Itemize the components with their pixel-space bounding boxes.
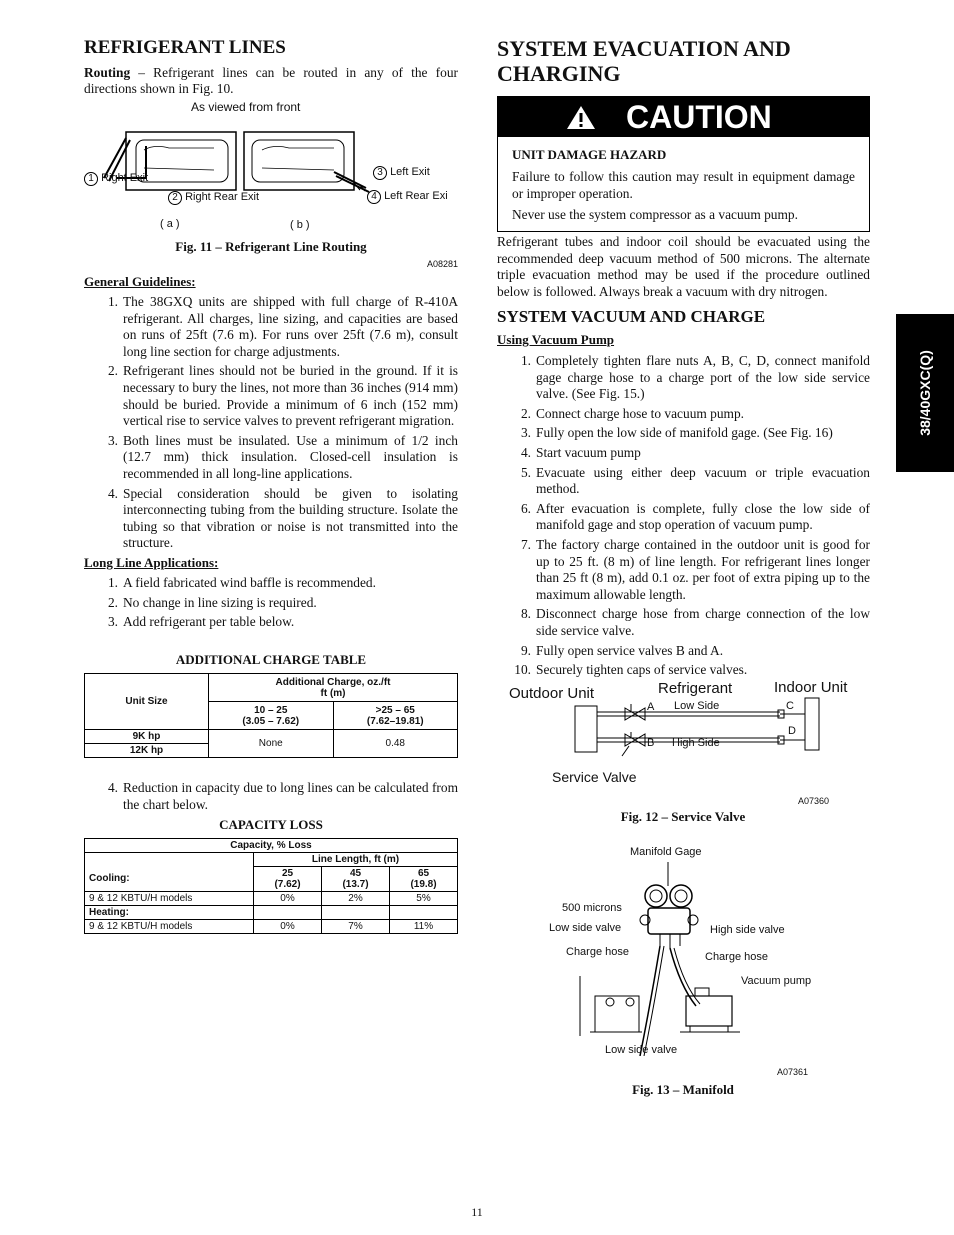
side-tab: [896, 314, 954, 472]
list-item: 2. No change in line sizing is required.: [107, 594, 317, 610]
col-25: 25 (7.62): [254, 867, 322, 892]
number-3-icon: 3: [373, 166, 387, 180]
list-item: 6. After evacuation is complete, fully close the low side of manifold gage and stop operation of vacuum pump.: [520, 500, 870, 533]
low-side-label: Low Side: [674, 700, 720, 712]
page-number: 11: [471, 1205, 483, 1219]
number-2-icon: 2: [168, 191, 182, 205]
service-valve-label: Service Valve: [552, 769, 637, 785]
refrigerant-lines-heading: REFRIGERANT LINES: [84, 37, 286, 58]
list-item: 3. Fully open the low side of manifold gage. (See Fig. 16): [520, 425, 833, 441]
additional-charge-header: Additional Charge, oz./ft ft (m): [209, 674, 458, 702]
caution-text-1: Failure to follow this caution may result in equipment damage or improper operation.: [512, 169, 855, 201]
vacuum-steps-list: [497, 353, 870, 679]
list-item: 1. A field fabricated wind baffle is recommended.: [107, 574, 376, 590]
line-length-header: Line Length, ft (m): [254, 853, 458, 867]
charge-hose-right-label: Charge hose: [705, 951, 768, 963]
list-item: 1. The 38GXQ units are shipped with full charge of R-410A refrigerant. All charges, line sizing, and capacities are based on runs of 25ft (7.6 m). For runs over 25ft (7.6 m), consult long line section for charge adjustments.: [107, 294, 458, 359]
outdoor-unit-label: Outdoor Unit: [509, 685, 595, 702]
list-item: 9. Fully open service valves B and A.: [520, 642, 724, 658]
fig11-label-1: [84, 172, 148, 186]
unit-size-header: Unit Size: [85, 674, 209, 730]
fig12-caption: Fig. 12 – Service Valve: [620, 809, 746, 824]
fig11-caption: Fig. 11 – Refrigerant Line Routing: [175, 239, 367, 254]
caution-title: CAUTION: [626, 98, 772, 135]
long-line-list: [84, 575, 458, 631]
figure-11: [84, 98, 458, 270]
list-item: 3. Both lines must be insulated. Use a minimum of 1/2 inch (12.7 mm) thick insulation. Closed-cell insulation is recommended in all long-line applications.: [107, 432, 458, 481]
list-item: 1. Completely tighten flare nuts A, B, C, D, connect manifold gage charge hose to a charge port of the low side service valve. (See Fig. 15.): [520, 353, 870, 402]
charge-hose-left-label: Charge hose: [566, 946, 629, 958]
refrigerant-label: Refrigerant: [658, 680, 733, 697]
fig11-code: A08281: [426, 259, 458, 269]
list-item: 7. The factory charge contained in the outdoor unit is good for up to 25 ft. (8 m) of line length. For refrigerant lines longer than 25 ft (8 m), add 0.1 oz. per foot of extra piping up to the maximum allowable length.: [520, 537, 870, 602]
left-column: [84, 38, 458, 98]
right-rear-exit-label: Right Rear Exit: [185, 191, 260, 203]
value-none: None: [209, 730, 334, 758]
capacity-loss-block: [84, 817, 458, 934]
caution-hazard: UNIT DAMAGE HAZARD: [512, 147, 667, 162]
range-col-1: 10 – 25 (3.05 – 7.62): [209, 702, 334, 730]
additional-charge-table-block: [84, 652, 458, 758]
guidelines-section: [84, 274, 458, 634]
low-side-valve-bottom-label: Low side valve: [605, 1044, 678, 1056]
list-item: 4. Reduction in capacity due to long lines can be calculated from the chart below.: [107, 780, 458, 812]
caution-body: [498, 137, 869, 224]
list-item: 3. Add refrigerant per table below.: [107, 614, 295, 630]
fig12-code: A07360: [798, 796, 830, 806]
general-guidelines-list: [84, 294, 458, 552]
caution-banner: [498, 97, 869, 137]
low-side-valve-label: Low side valve: [549, 922, 622, 934]
using-vacuum-pump-title: Using Vacuum Pump: [497, 332, 615, 348]
value-048: 0.48: [333, 730, 458, 758]
high-side-label: High Side: [672, 737, 720, 749]
right-exit-label: Right Exit: [101, 172, 149, 184]
list-item: 8. Disconnect charge hose from charge connection of the low side service valve.: [520, 606, 870, 638]
table-cell: 7%: [322, 920, 390, 934]
capacity-loss-table: [84, 838, 458, 934]
fig13-caption: Fig. 13 – Manifold: [632, 1082, 734, 1097]
fig11-a-label: ( a ): [160, 218, 180, 230]
heating-row: 9 & 12 KBTU/H models: [85, 920, 254, 934]
table-cell: 0%: [254, 892, 322, 906]
caution-box: [497, 96, 870, 232]
table-cell: 2%: [322, 892, 390, 906]
fig13-code: A07361: [777, 1067, 809, 1077]
valve-a-label: A: [647, 701, 655, 713]
fig11-label-4: [367, 190, 448, 204]
list-item: 4. Start vacuum pump: [520, 445, 641, 461]
number-1-icon: 1: [84, 172, 98, 186]
vacuum-pump-label: Vacuum pump: [741, 975, 812, 987]
high-side-valve-label: High side valve: [710, 924, 785, 936]
evacuation-body: [497, 234, 870, 682]
capacity-header: Capacity, % Loss: [85, 839, 458, 853]
routing-label: Routing: [84, 64, 131, 80]
system-vacuum-heading: SYSTEM VACUUM AND CHARGE: [497, 307, 766, 327]
table-cell: 0%: [254, 920, 322, 934]
manifold-gage-label: Manifold Gage: [630, 846, 702, 858]
item-4-block: [84, 780, 458, 816]
list-item: 2. Refrigerant lines should not be buried in the ground. If it is necessary to bury the lines, not more than 36 inches (914 mm) should be buried. Provide a minimum of 6 inch (152 mm) vertical rise to service valves to prevent refrigerant migration.: [107, 363, 458, 429]
valve-c-label: C: [786, 700, 794, 712]
cooling-row: 9 & 12 KBTU/H models: [85, 892, 254, 906]
fig11-b-label: ( b ): [290, 219, 310, 231]
charge-table-title: ADDITIONAL CHARGE TABLE: [175, 652, 367, 667]
valve-d-label: D: [788, 725, 796, 737]
evacuation-intro: Refrigerant tubes and indoor coil should be evacuated using the recommended deep vacuum method of 500 microns. The alternate triple evacuation method may be used if the procedure outlined below is followed. Always break a vacuum with dry nitrogen.: [497, 234, 870, 299]
long-line-title: Long Line Applications:: [84, 554, 219, 570]
number-4-icon: 4: [367, 190, 381, 204]
warning-triangle-icon: [566, 104, 596, 130]
routing-text: – Refrigerant lines can be routed in any of the four directions shown in Fig. 10.: [84, 64, 458, 97]
figure-13: [540, 842, 830, 1104]
heating-label: Heating:: [85, 906, 254, 920]
reduction-list: [84, 780, 458, 813]
indoor-unit-label: Indoor Unit: [774, 679, 848, 696]
list-item: 4. Special consideration should be given to isolating interconnecting tubing from the building structure. Isolate the tubing so that vibration or noise is not transmitted into the structure.: [107, 485, 458, 551]
left-rear-exit-label: Left Rear Exi: [384, 190, 448, 202]
list-item: 10. Securely tighten caps of service valves.: [514, 662, 748, 678]
right-column-heading-block: [497, 36, 870, 86]
left-exit-label: Left Exit: [390, 166, 430, 178]
list-item: 5. Evacuate using either deep vacuum or triple evacuation method.: [520, 464, 870, 497]
routing-paragraph: [84, 65, 458, 98]
microns-label: 500 microns: [562, 902, 622, 914]
table-row-12k: 12K hp: [85, 744, 209, 758]
fig11-label-3: [373, 166, 430, 180]
col-45: 45 (13.7): [322, 867, 390, 892]
fig11-label-2: [168, 191, 259, 205]
caution-text-2: Never use the system compressor as a vacuum pump.: [512, 207, 798, 223]
col-65: 65 (19.8): [390, 867, 458, 892]
charge-table: [84, 673, 458, 758]
table-cell: 11%: [390, 920, 458, 934]
table-cell: 5%: [390, 892, 458, 906]
range-col-2: >25 – 65 (7.62–19.81): [333, 702, 458, 730]
fig11-viewed-label: As viewed from front: [191, 100, 301, 114]
capacity-loss-title: CAPACITY LOSS: [219, 817, 323, 832]
table-row-9k: 9K hp: [85, 730, 209, 744]
cooling-label: Cooling:: [85, 867, 254, 892]
list-item: 2. Connect charge hose to vacuum pump.: [520, 405, 744, 421]
figure-12: [500, 676, 870, 826]
valve-b-label: B: [647, 737, 655, 749]
side-tab-label: 38/40GXC(Q): [917, 350, 933, 436]
general-guidelines-title: General Guidelines:: [84, 274, 196, 289]
system-evacuation-heading: SYSTEM EVACUATION AND CHARGING: [497, 36, 791, 86]
